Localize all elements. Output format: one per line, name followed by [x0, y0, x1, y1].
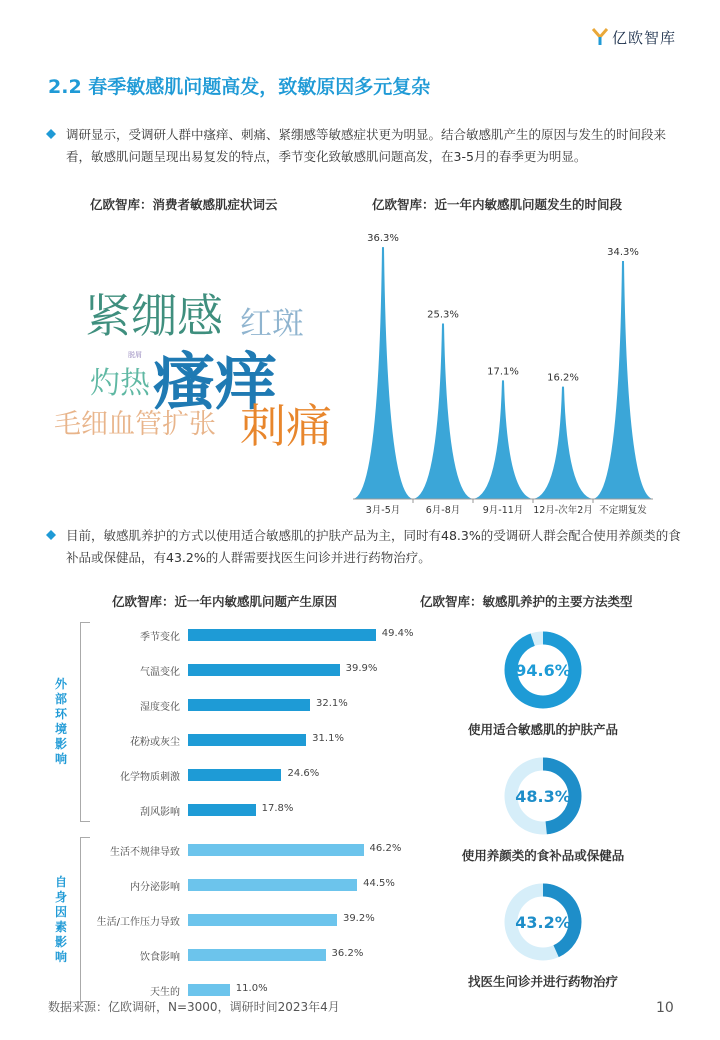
spike-category-label: 3月-5月: [365, 505, 401, 516]
donut-caption: 使用适合敏感肌的护肤产品: [467, 722, 618, 737]
bar: [188, 804, 256, 816]
donut-caption: 找医生问诊并进行药物治疗: [467, 974, 618, 989]
bar-category-label: 季节变化: [140, 632, 180, 643]
word-maoxixueguan: 毛细血管扩张: [54, 409, 216, 440]
spike-1: [413, 323, 473, 499]
cause-chart-title: 亿欧智库：近一年内敏感肌问题产生原因: [112, 594, 338, 609]
word-cloud: [40, 270, 360, 460]
bar: [188, 949, 326, 961]
bullet-paragraph-1: [46, 124, 686, 168]
word-zhuore: 灼热: [90, 366, 150, 401]
bar-category-label: 天生的: [150, 987, 180, 999]
bar-value-label: 36.2%: [331, 948, 364, 960]
bar-value-label: 32.1%: [315, 698, 348, 709]
diamond-bullet-icon: [46, 129, 56, 139]
bullet-paragraph-2: [46, 525, 686, 569]
period-chart-title: 亿欧智库：近一年内敏感肌问题发生的时间段: [372, 197, 623, 212]
diamond-bullet-icon: [46, 530, 56, 540]
spike-value-label: 36.3%: [367, 233, 399, 245]
bar-category-label: 生活不规律导致: [110, 847, 180, 859]
bar: [188, 734, 306, 746]
bar-category-label: 化学物质刺激: [120, 772, 180, 783]
spike-category-label: 12月-次年2月: [533, 505, 593, 516]
word-citong: 刺痛: [240, 399, 332, 453]
section-title: 2.2 春季敏感肌问题高发，致敏原因多元复杂: [48, 76, 431, 98]
bar-category-label: 气温变化: [140, 667, 180, 678]
spike-category-label: 6月-8月: [425, 505, 461, 516]
donut-chart: [501, 628, 585, 712]
donut-value-label: 94.6%: [515, 661, 571, 680]
period-spike-chart: [350, 222, 700, 522]
bullet-text-2: 目前，敏感肌养护的方式以使用适合敏感肌的护肤产品为主，同时有48.3%的受调研人群会配合使用养颜类的食补品或保健品，有43.2%的人群需要找医生问诊并进行药物治疗。: [66, 528, 681, 565]
bar-category-label: 湿度变化: [140, 702, 180, 713]
word-jinbenggan: 紧绷感: [85, 289, 223, 343]
wordcloud-title: 亿欧智库：消费者敏感肌症状词云: [90, 197, 278, 212]
spike-value-label: 16.2%: [547, 372, 579, 384]
donut-caption: 使用养颜类的食补品或保健品: [461, 848, 625, 863]
bar-value-label: 11.0%: [235, 983, 268, 995]
spike-3: [533, 387, 593, 499]
bar-category-label: 刮风影响: [140, 807, 180, 818]
logo-text: 亿欧智库: [612, 28, 677, 47]
word-hongban: 红斑: [240, 304, 305, 342]
spike-2: [473, 380, 533, 499]
word-tuoxie: 脱屑: [128, 351, 142, 359]
bar: [188, 879, 357, 891]
bar-value-label: 17.8%: [261, 803, 294, 814]
spike-category-label: 9月-11月: [482, 505, 524, 516]
donut-value-label: 48.3%: [515, 787, 571, 806]
spike-value-label: 34.3%: [607, 246, 639, 258]
bar: [188, 699, 310, 711]
bullet-text-1: 调研显示，受调研人群中瘙痒、刺痛、紧绷感等敏感症状更为明显。结合敏感肌产生的原因与发生的时间段来看，敏感肌问题呈现出易复发的特点，季节变化致敏感肌问题高发，在3-5月的春季更为明显。: [66, 127, 667, 164]
bar: [188, 914, 337, 926]
group-bracket: [80, 837, 90, 1002]
bar-category-label: 花粉或灰尘: [130, 737, 180, 748]
group-bracket: [80, 622, 90, 822]
bar: [188, 844, 364, 856]
donut-chart: [501, 880, 585, 964]
brand-logo: [592, 26, 702, 48]
bar-category-label: 生活/工作压力导致: [96, 917, 180, 929]
bar-value-label: 31.1%: [312, 733, 344, 744]
spike-4: [593, 261, 653, 499]
bar: [188, 769, 281, 781]
method-chart-title: 亿欧智库：敏感肌养护的主要方法类型: [420, 594, 633, 609]
word-saoyang: 瘙痒: [153, 345, 278, 418]
group-label: 外部环境影响: [54, 677, 67, 766]
method-donut-charts: [408, 620, 678, 995]
bar: [188, 629, 376, 641]
bar-category-label: 内分泌影响: [130, 882, 180, 894]
bar-value-label: 39.9%: [345, 663, 378, 674]
donut-chart: [501, 754, 585, 838]
bar-category-label: 饮食影响: [140, 952, 180, 964]
bar: [188, 664, 340, 676]
bar-value-label: 46.2%: [369, 843, 402, 855]
spike-0: [353, 247, 413, 499]
page-number: 10: [656, 1000, 674, 1016]
data-source-note: 数据来源：亿欧调研，N=3000，调研时间2023年4月: [48, 1000, 340, 1014]
bar: [188, 984, 230, 996]
logo-mark-icon: [592, 28, 608, 46]
spike-category-label: 不定期复发: [599, 505, 647, 516]
cause-bar-chart: [40, 620, 420, 1000]
spike-value-label: 25.3%: [427, 309, 459, 321]
bar-value-label: 44.5%: [363, 878, 395, 890]
spike-value-label: 17.1%: [487, 366, 519, 378]
bar-value-label: 39.2%: [342, 913, 375, 925]
donut-value-label: 43.2%: [515, 913, 571, 932]
bar-value-label: 24.6%: [287, 768, 320, 779]
group-label: 自身因素影响: [54, 874, 67, 964]
bar-value-label: 49.4%: [381, 628, 414, 639]
